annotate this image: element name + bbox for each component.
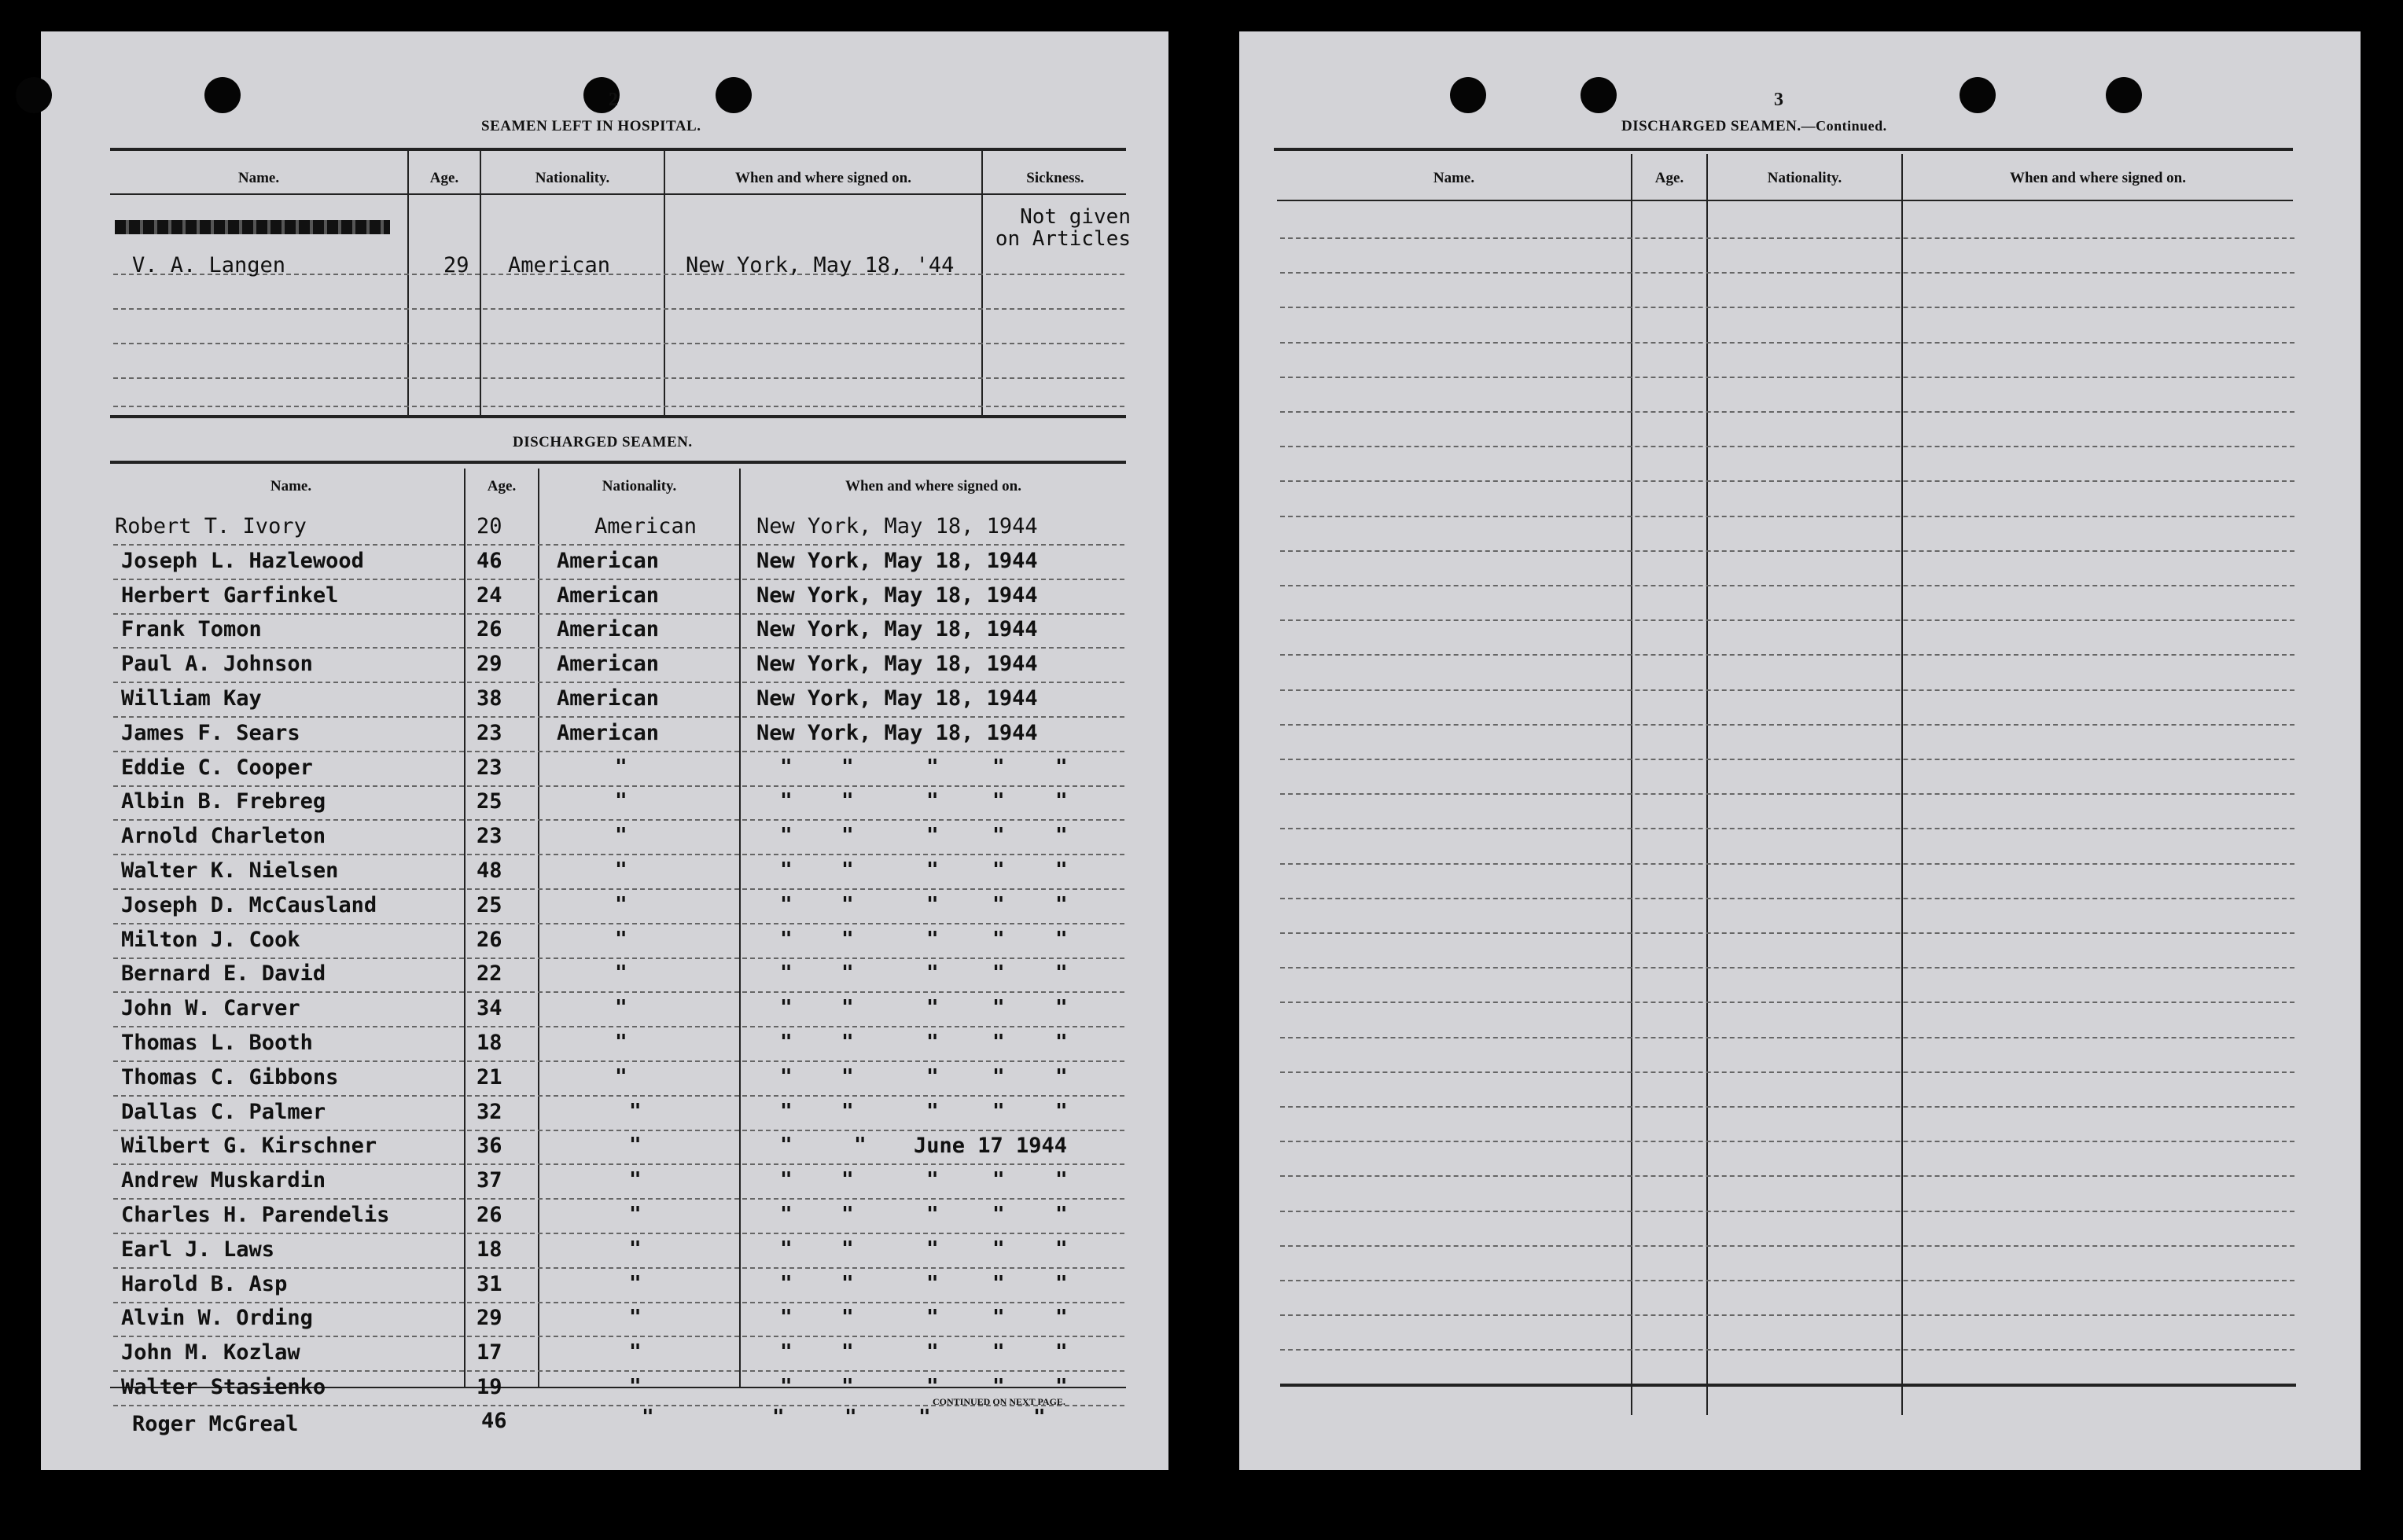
ditto-mark: " [1055, 1203, 1068, 1226]
dotted-line [1280, 1280, 2294, 1281]
header-age: Age. [487, 478, 517, 494]
ditto-mark: " [841, 1065, 854, 1089]
seaman-nationality: American [557, 721, 660, 745]
ditto-mark: " [629, 1168, 642, 1192]
seaman-name: Dallas C. Palmer [121, 1100, 326, 1124]
ditto-mark: " [841, 928, 854, 951]
seaman-name: Andrew Muskardin [121, 1168, 326, 1193]
ditto-mark: " [615, 1065, 627, 1089]
punch-hole [716, 77, 752, 113]
dotted-line [113, 957, 1124, 959]
dotted-line [1280, 759, 2294, 760]
dotted-line [1280, 967, 2294, 968]
ditto-mark: " [615, 1031, 627, 1054]
ditto-mark: " [992, 1340, 1005, 1364]
punch-hole [1960, 77, 1996, 113]
caption-suffix: —Continued. [1801, 118, 1887, 134]
dotted-line [113, 751, 1124, 752]
left-page [41, 31, 1168, 1470]
header-nationality: Nationality. [602, 478, 677, 494]
seaman-name: Walter K. Nielsen [121, 858, 339, 883]
ditto-mark: " [992, 1203, 1005, 1226]
dotted-line [1280, 1314, 2294, 1316]
seaman-age: 21 [477, 1065, 502, 1090]
column-divider [538, 469, 539, 1387]
seaman-age: 25 [477, 893, 502, 917]
ditto-mark: " [926, 1168, 939, 1192]
seaman-age: 26 [477, 1203, 502, 1227]
ditto-mark: " [1055, 1306, 1068, 1329]
ditto-mark: " [926, 893, 939, 917]
rule [1274, 148, 2293, 151]
seaman-age: 31 [477, 1272, 502, 1296]
ditto-mark: " [1055, 1168, 1068, 1192]
punch-hole [2106, 77, 2142, 113]
dotted-line [1280, 1002, 2294, 1003]
ditto-mark: " [926, 1100, 939, 1123]
ditto-mark: " [629, 1237, 642, 1261]
ditto-mark: " [780, 789, 793, 813]
ditto-mark: " [841, 1375, 854, 1398]
seaman-age: 22 [477, 961, 502, 986]
ditto-mark: " [1055, 1272, 1068, 1296]
ditto-mark: " [629, 1100, 642, 1123]
dotted-line [113, 406, 1124, 407]
ditto-mark: " [629, 1306, 642, 1329]
caption-text: DISCHARGED SEAMEN. [1621, 118, 1801, 134]
dotted-line [1280, 480, 2294, 482]
ditto-mark: " [841, 755, 854, 779]
ditto-mark: " [629, 1375, 642, 1398]
ditto-mark: " [926, 996, 939, 1020]
ditto-mark: " [926, 1375, 939, 1398]
dotted-line [113, 1198, 1124, 1200]
ditto-mark: " [615, 893, 627, 917]
ditto-mark: " [780, 893, 793, 917]
ditto-mark: " [780, 1203, 793, 1226]
ditto-mark: " [992, 755, 1005, 779]
seaman-age: 23 [477, 824, 502, 848]
seaman-name: James F. Sears [121, 721, 300, 745]
seaman-name: Frank Tomon [121, 617, 262, 641]
column-divider [739, 469, 741, 1387]
header-nationality: Nationality. [1767, 170, 1842, 186]
header-name: Name. [270, 478, 312, 494]
ditto-mark: " [615, 961, 627, 985]
dotted-line [113, 377, 1124, 379]
seaman-nationality: American [557, 652, 660, 676]
seaman-age: 38 [477, 686, 502, 711]
ditto-mark: " [841, 789, 854, 813]
ditto-mark: " [780, 928, 793, 951]
rule [110, 415, 1126, 418]
ditto-mark: " [992, 928, 1005, 951]
punch-hole [204, 77, 241, 113]
extra-name: Roger McGreal [132, 1412, 299, 1436]
ditto-mark: " [992, 824, 1005, 847]
seaman-age: 17 [477, 1340, 502, 1365]
dotted-line [1280, 411, 2294, 413]
dotted-line [113, 613, 1124, 615]
dotted-line [1280, 377, 2294, 378]
seaman-nationality: American [594, 514, 697, 538]
header-age: Age. [1654, 170, 1684, 186]
seaman-age: 25 [477, 789, 502, 814]
ditto-mark: " [615, 858, 627, 882]
ditto-mark: " [1055, 1065, 1068, 1089]
ditto-mark: " [926, 961, 939, 985]
seaman-signed-on: New York, May 18, 1944 [756, 514, 1038, 538]
ditto-mark: " [841, 1203, 854, 1226]
seaman-nationality: American [557, 686, 660, 711]
rule [1280, 1384, 2296, 1387]
seaman-signed-on: New York, May 18, 1944 [756, 583, 1038, 608]
header-name: Name. [1433, 170, 1475, 186]
ditto-mark: " [780, 1134, 793, 1157]
dotted-line [113, 1336, 1124, 1337]
ditto-mark: " [780, 1272, 793, 1296]
seaman-age: 26 [477, 617, 502, 641]
seaman-name: John W. Carver [121, 996, 300, 1020]
seaman-name: Arnold Charleton [121, 824, 326, 848]
ditto-mark: " [992, 893, 1005, 917]
seaman-signed-on: New York, May 18, 1944 [756, 652, 1038, 676]
ditto-mark: " [1055, 996, 1068, 1020]
dotted-line [1280, 550, 2294, 552]
continued-note: CONTINUED ON NEXT PAGE. [933, 1396, 1065, 1407]
dotted-line [1280, 932, 2294, 934]
discharged-caption-continued [1621, 118, 1887, 135]
ditto-mark: " [841, 824, 854, 847]
ditto-mark: " [1055, 858, 1068, 882]
dotted-line [113, 343, 1124, 344]
dotted-line [1280, 307, 2294, 308]
seaman-name: Thomas L. Booth [121, 1031, 313, 1055]
dotted-line [1280, 237, 2294, 239]
header-nationality: Nationality. [535, 170, 610, 186]
dotted-line [1280, 619, 2294, 621]
seaman-name: Thomas C. Gibbons [121, 1065, 339, 1090]
dotted-line [1280, 689, 2294, 691]
punch-hole [16, 77, 52, 113]
ditto-mark: " [780, 1031, 793, 1054]
ditto-mark: " [615, 996, 627, 1020]
ditto-mark: " [780, 1306, 793, 1329]
seaman-name: Joseph L. Hazlewood [121, 549, 364, 573]
ditto-mark: " [780, 1237, 793, 1261]
seaman-name: Alvin W. Ording [121, 1306, 313, 1330]
dotted-line [113, 1233, 1124, 1234]
ditto-mark: " [780, 961, 793, 985]
seaman-age: 26 [477, 928, 502, 952]
seaman-age: 46 [477, 549, 502, 573]
seaman-name: Earl J. Laws [121, 1237, 275, 1262]
ditto-mark: " [780, 755, 793, 779]
ditto-mark: " [926, 824, 939, 847]
ditto-mark: " [992, 1031, 1005, 1054]
dotted-line [1280, 342, 2294, 344]
dotted-line [1280, 1071, 2294, 1073]
seaman-name: Eddie C. Cooper [121, 755, 313, 780]
ditto-mark: " [1055, 961, 1068, 985]
hospital-age: 29 [443, 253, 469, 277]
seaman-age: 24 [477, 583, 502, 608]
seaman-name: Herbert Garfinkel [121, 583, 339, 608]
ditto-mark: " [780, 858, 793, 882]
seaman-age: 34 [477, 996, 502, 1020]
rule [110, 193, 1126, 195]
seaman-name: Bernard E. David [121, 961, 326, 986]
ditto-mark: " [772, 1406, 785, 1429]
seaman-age: 37 [477, 1168, 502, 1193]
dotted-line [1280, 724, 2294, 726]
dotted-line [113, 647, 1124, 649]
ditto-mark: " [992, 789, 1005, 813]
seaman-name: Paul A. Johnson [121, 652, 313, 676]
ditto-mark: " [841, 1306, 854, 1329]
dotted-line [113, 923, 1124, 924]
dotted-line [1280, 272, 2294, 274]
rule [1277, 200, 2293, 201]
dotted-line [1280, 863, 2294, 865]
ditto-mark: " [992, 1306, 1005, 1329]
seaman-name: Wilbert G. Kirschner [121, 1134, 377, 1158]
column-divider [981, 151, 983, 415]
ditto-mark: " [780, 1375, 793, 1398]
seaman-name: Walter Stasienko [121, 1375, 326, 1399]
dotted-line [113, 682, 1124, 683]
header-name: Name. [237, 170, 280, 186]
page-number: 3 [1774, 90, 1783, 110]
rule [110, 461, 1126, 464]
seaman-age: 19 [477, 1375, 502, 1399]
dotted-line [113, 819, 1124, 821]
dotted-line [1280, 1141, 2294, 1142]
ditto-mark: " [615, 755, 627, 779]
dotted-line [113, 1130, 1124, 1131]
seaman-age: 29 [477, 652, 502, 676]
seaman-signed-on: New York, May 18, 1944 [756, 686, 1038, 711]
ditto-mark: " [926, 1203, 939, 1226]
dotted-line [113, 1302, 1124, 1303]
header-signed-on: When and where signed on. [845, 478, 1021, 494]
ditto-mark: " [615, 824, 627, 847]
ditto-mark: " [926, 1306, 939, 1329]
ditto-mark: " [918, 1406, 931, 1429]
ditto-mark: " [1055, 824, 1068, 847]
ditto-mark: " [780, 996, 793, 1020]
seaman-name: Charles H. Parendelis [121, 1203, 390, 1227]
rule [110, 148, 1126, 151]
ditto-mark: " [629, 1134, 642, 1157]
dotted-line [113, 785, 1124, 787]
ditto-mark: " [780, 824, 793, 847]
ditto-mark: " [629, 1203, 642, 1226]
dotted-line [113, 1026, 1124, 1027]
ditto-mark: " [992, 1100, 1005, 1123]
ditto-mark: " [841, 961, 854, 985]
ditto-mark: " [1055, 1340, 1068, 1364]
ditto-mark: " [1055, 1375, 1068, 1398]
dotted-line [1280, 654, 2294, 656]
seaman-age: 29 [477, 1306, 502, 1330]
ditto-mark: " [841, 1237, 854, 1261]
seaman-age: 23 [477, 721, 502, 745]
ditto-mark: " [992, 1168, 1005, 1192]
seaman-name: William Kay [121, 686, 262, 711]
seaman-age: 18 [477, 1031, 502, 1055]
dotted-line [113, 1163, 1124, 1165]
ditto-mark: " [780, 1168, 793, 1192]
ditto-mark: " [926, 1272, 939, 1296]
ditto-mark: " [629, 1272, 642, 1296]
seaman-name: John M. Kozlaw [121, 1340, 300, 1365]
seaman-age: 18 [477, 1237, 502, 1262]
seaman-age: 36 [477, 1134, 502, 1158]
ditto-mark: " [841, 893, 854, 917]
page-number: 2 [609, 90, 618, 110]
dotted-line [113, 544, 1124, 546]
column-divider [480, 151, 481, 415]
right-page [1239, 31, 2361, 1470]
dotted-line [1280, 1245, 2294, 1247]
ditto-mark: " [926, 1031, 939, 1054]
punch-hole [1581, 77, 1617, 113]
dotted-line [1280, 585, 2294, 586]
redacted-text [115, 220, 390, 234]
dotted-line [1280, 516, 2294, 517]
seaman-nationality: American [557, 583, 660, 608]
ditto-mark: " [926, 1237, 939, 1261]
ditto-mark: " [841, 1272, 854, 1296]
seaman-age: 20 [477, 514, 502, 538]
seaman-signed-on: New York, May 18, 1944 [756, 549, 1038, 573]
ditto-mark: " [992, 1065, 1005, 1089]
dotted-line [113, 1060, 1124, 1062]
ditto-mark: " [992, 1375, 1005, 1398]
ditto-mark: " [780, 1100, 793, 1123]
dotted-line [113, 1370, 1124, 1372]
dotted-line [1280, 1349, 2294, 1351]
hospital-nationality: American [508, 253, 611, 277]
seaman-name: Joseph D. McCausland [121, 893, 377, 917]
hospital-caption: SEAMEN LEFT IN HOSPITAL. [481, 118, 701, 134]
ditto-mark: " [854, 1134, 867, 1157]
seaman-signed-on: June 17 1944 [914, 1134, 1068, 1158]
seaman-name: Harold B. Asp [121, 1272, 288, 1296]
column-divider [407, 151, 409, 415]
ditto-mark: " [926, 928, 939, 951]
seaman-nationality: American [557, 617, 660, 641]
column-divider [664, 151, 665, 415]
dotted-line [1280, 828, 2294, 829]
ditto-mark: " [926, 1340, 939, 1364]
ditto-mark: " [1055, 789, 1068, 813]
dotted-line [1280, 446, 2294, 447]
hospital-signed-on: New York, May 18, '44 [686, 253, 955, 277]
ditto-mark: " [629, 1340, 642, 1364]
header-signed-on: When and where signed on. [2009, 170, 2186, 186]
ditto-mark: " [992, 996, 1005, 1020]
seaman-name: Robert T. Ivory [115, 514, 307, 538]
dotted-line [113, 991, 1124, 993]
seaman-nationality: American [557, 549, 660, 573]
ditto-mark: " [1055, 755, 1068, 779]
ditto-mark: " [841, 1031, 854, 1054]
ditto-mark: " [615, 928, 627, 951]
seaman-age: 23 [477, 755, 502, 780]
ditto-mark: " [841, 996, 854, 1020]
ditto-mark: " [992, 961, 1005, 985]
ditto-mark: " [845, 1406, 857, 1429]
ditto-mark: " [1033, 1406, 1046, 1429]
hospital-name: V. A. Langen [132, 253, 286, 277]
dotted-line [113, 1095, 1124, 1097]
seaman-age: 48 [477, 858, 502, 883]
ditto-mark: " [841, 1340, 854, 1364]
ditto-mark: " [992, 1237, 1005, 1261]
punch-hole [1450, 77, 1486, 113]
ditto-mark: " [926, 789, 939, 813]
dotted-line [113, 308, 1124, 310]
dotted-line [1280, 1106, 2294, 1108]
seaman-name: Albin B. Frebreg [121, 789, 326, 814]
ditto-mark: " [1055, 1100, 1068, 1123]
ditto-mark: " [926, 755, 939, 779]
extra-age: 46 [481, 1409, 507, 1433]
dotted-line [1280, 793, 2294, 795]
ditto-mark: " [841, 858, 854, 882]
ditto-mark: " [926, 1065, 939, 1089]
ditto-mark: " [841, 1100, 854, 1123]
dotted-line [1280, 1211, 2294, 1212]
ditto-mark: " [1055, 1237, 1068, 1261]
ditto-mark: " [926, 858, 939, 882]
dotted-line [1280, 1037, 2294, 1038]
dotted-line [113, 854, 1124, 855]
header-sickness: Sickness. [1026, 170, 1084, 186]
dotted-line [113, 716, 1124, 718]
header-age: Age. [429, 170, 459, 186]
ditto-mark: " [642, 1406, 654, 1429]
seaman-signed-on: New York, May 18, 1944 [756, 721, 1038, 745]
ditto-mark: " [1055, 1031, 1068, 1054]
ditto-mark: " [841, 1168, 854, 1192]
column-divider [464, 469, 466, 1387]
hospital-sickness: Not given on Articles [995, 205, 1131, 251]
dotted-line [113, 1267, 1124, 1269]
dotted-line [1280, 898, 2294, 899]
seaman-age: 32 [477, 1100, 502, 1124]
ditto-mark: " [992, 858, 1005, 882]
seaman-name: Milton J. Cook [121, 928, 300, 952]
ditto-mark: " [1055, 928, 1068, 951]
discharged-caption: DISCHARGED SEAMEN. [513, 434, 693, 450]
dotted-line [1280, 1175, 2294, 1177]
seaman-signed-on: New York, May 18, 1944 [756, 617, 1038, 641]
ditto-mark: " [780, 1340, 793, 1364]
ditto-mark: " [992, 1272, 1005, 1296]
dotted-line [113, 888, 1124, 890]
dotted-line [113, 579, 1124, 580]
ditto-mark: " [615, 789, 627, 813]
ditto-mark: " [1055, 893, 1068, 917]
header-signed-on: When and where signed on. [734, 170, 911, 186]
ditto-mark: " [780, 1065, 793, 1089]
